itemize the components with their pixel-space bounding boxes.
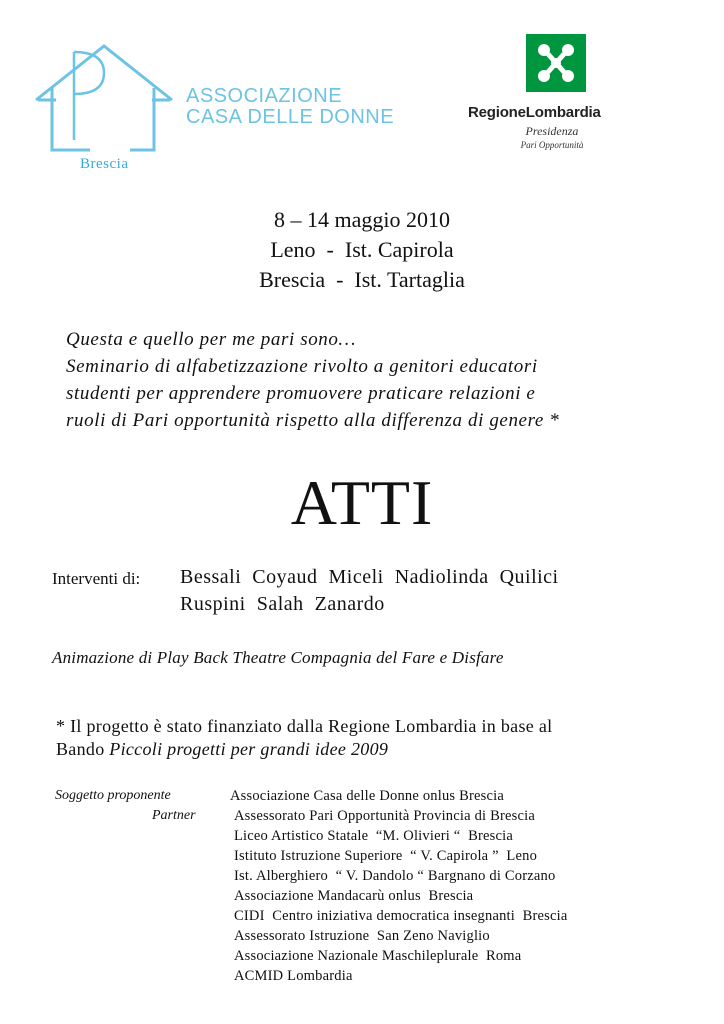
partner-item: Assessorato Pari Opportunità Provincia di Brescia [234,808,535,824]
proponent-label: Soggetto proponente [55,788,171,803]
presidenza-label: Presidenza [525,124,579,138]
interventi-label: Interventi di: [52,569,141,588]
page-title: ATTI [290,467,434,538]
funding-note-line-1: * Il progetto è stato finanziato dalla Regione Lombardia in base al [56,716,553,736]
association-name-line1: ASSOCIAZIONE [186,85,343,107]
partner-item: Liceo Artistico Statale “M. Olivieri “ Brescia [234,828,513,844]
event-place-leno: Leno - Ist. Capirola [270,237,454,262]
intro-line-2: Seminario di alfabetizzazione rivolto a genitori educatori [66,356,538,377]
funding-program-name: Piccoli progetti per grandi idee 2009 [109,739,389,759]
intro-line-4: ruoli di Pari opportunità rispetto alla differenza di genere * [66,410,560,431]
association-name-line2: CASA DELLE DONNE [186,106,395,128]
partner-item: Assessorato Istruzione San Zeno Naviglio [234,928,490,944]
intro-line-1: Questa e quello per me pari sono… [66,329,356,350]
animation-credit: Animazione di Play Back Theatre Compagnia del Fare e Disfare [52,648,504,667]
partner-item: Ist. Alberghiero “ V. Dandolo “ Bargnano di Corzano [234,868,556,884]
proponent-name: Associazione Casa delle Donne onlus Brescia [230,788,504,804]
intro-line-3: studenti per apprendere promuovere praticare relazioni e [66,383,536,404]
funding-note-line-2 [56,739,388,760]
pari-opportunita-label: Pari Opportunità [520,140,584,150]
partner-item: Istituto Istruzione Superiore “ V. Capirola ” Leno [234,848,538,864]
partner-label: Partner [152,808,196,823]
association-city: Brescia [80,156,129,172]
house-icon [34,42,184,162]
regione-lombardia-logo [460,32,660,162]
speakers-line-2: Ruspini Salah Zanardo [180,593,385,615]
lombardia-rose-icon [526,34,586,92]
funding-note-prefix: Bando [56,739,110,759]
event-place-brescia: Brescia - Ist. Tartaglia [259,267,465,292]
event-dates: 8 – 14 maggio 2010 [274,207,450,232]
partner-item: Associazione Mandacarù onlus Brescia [234,888,474,904]
region-name: RegioneLombardia [468,104,601,121]
partner-item: ACMID Lombardia [234,968,353,984]
partner-item: Associazione Nazionale Maschileplurale Roma [234,948,522,964]
speakers-line-1: Bessali Coyaud Miceli Nadiolinda Quilici [180,566,559,588]
partner-item: CIDI Centro iniziativa democratica insegnanti Brescia [234,908,568,924]
casa-delle-donne-logo [34,42,394,182]
